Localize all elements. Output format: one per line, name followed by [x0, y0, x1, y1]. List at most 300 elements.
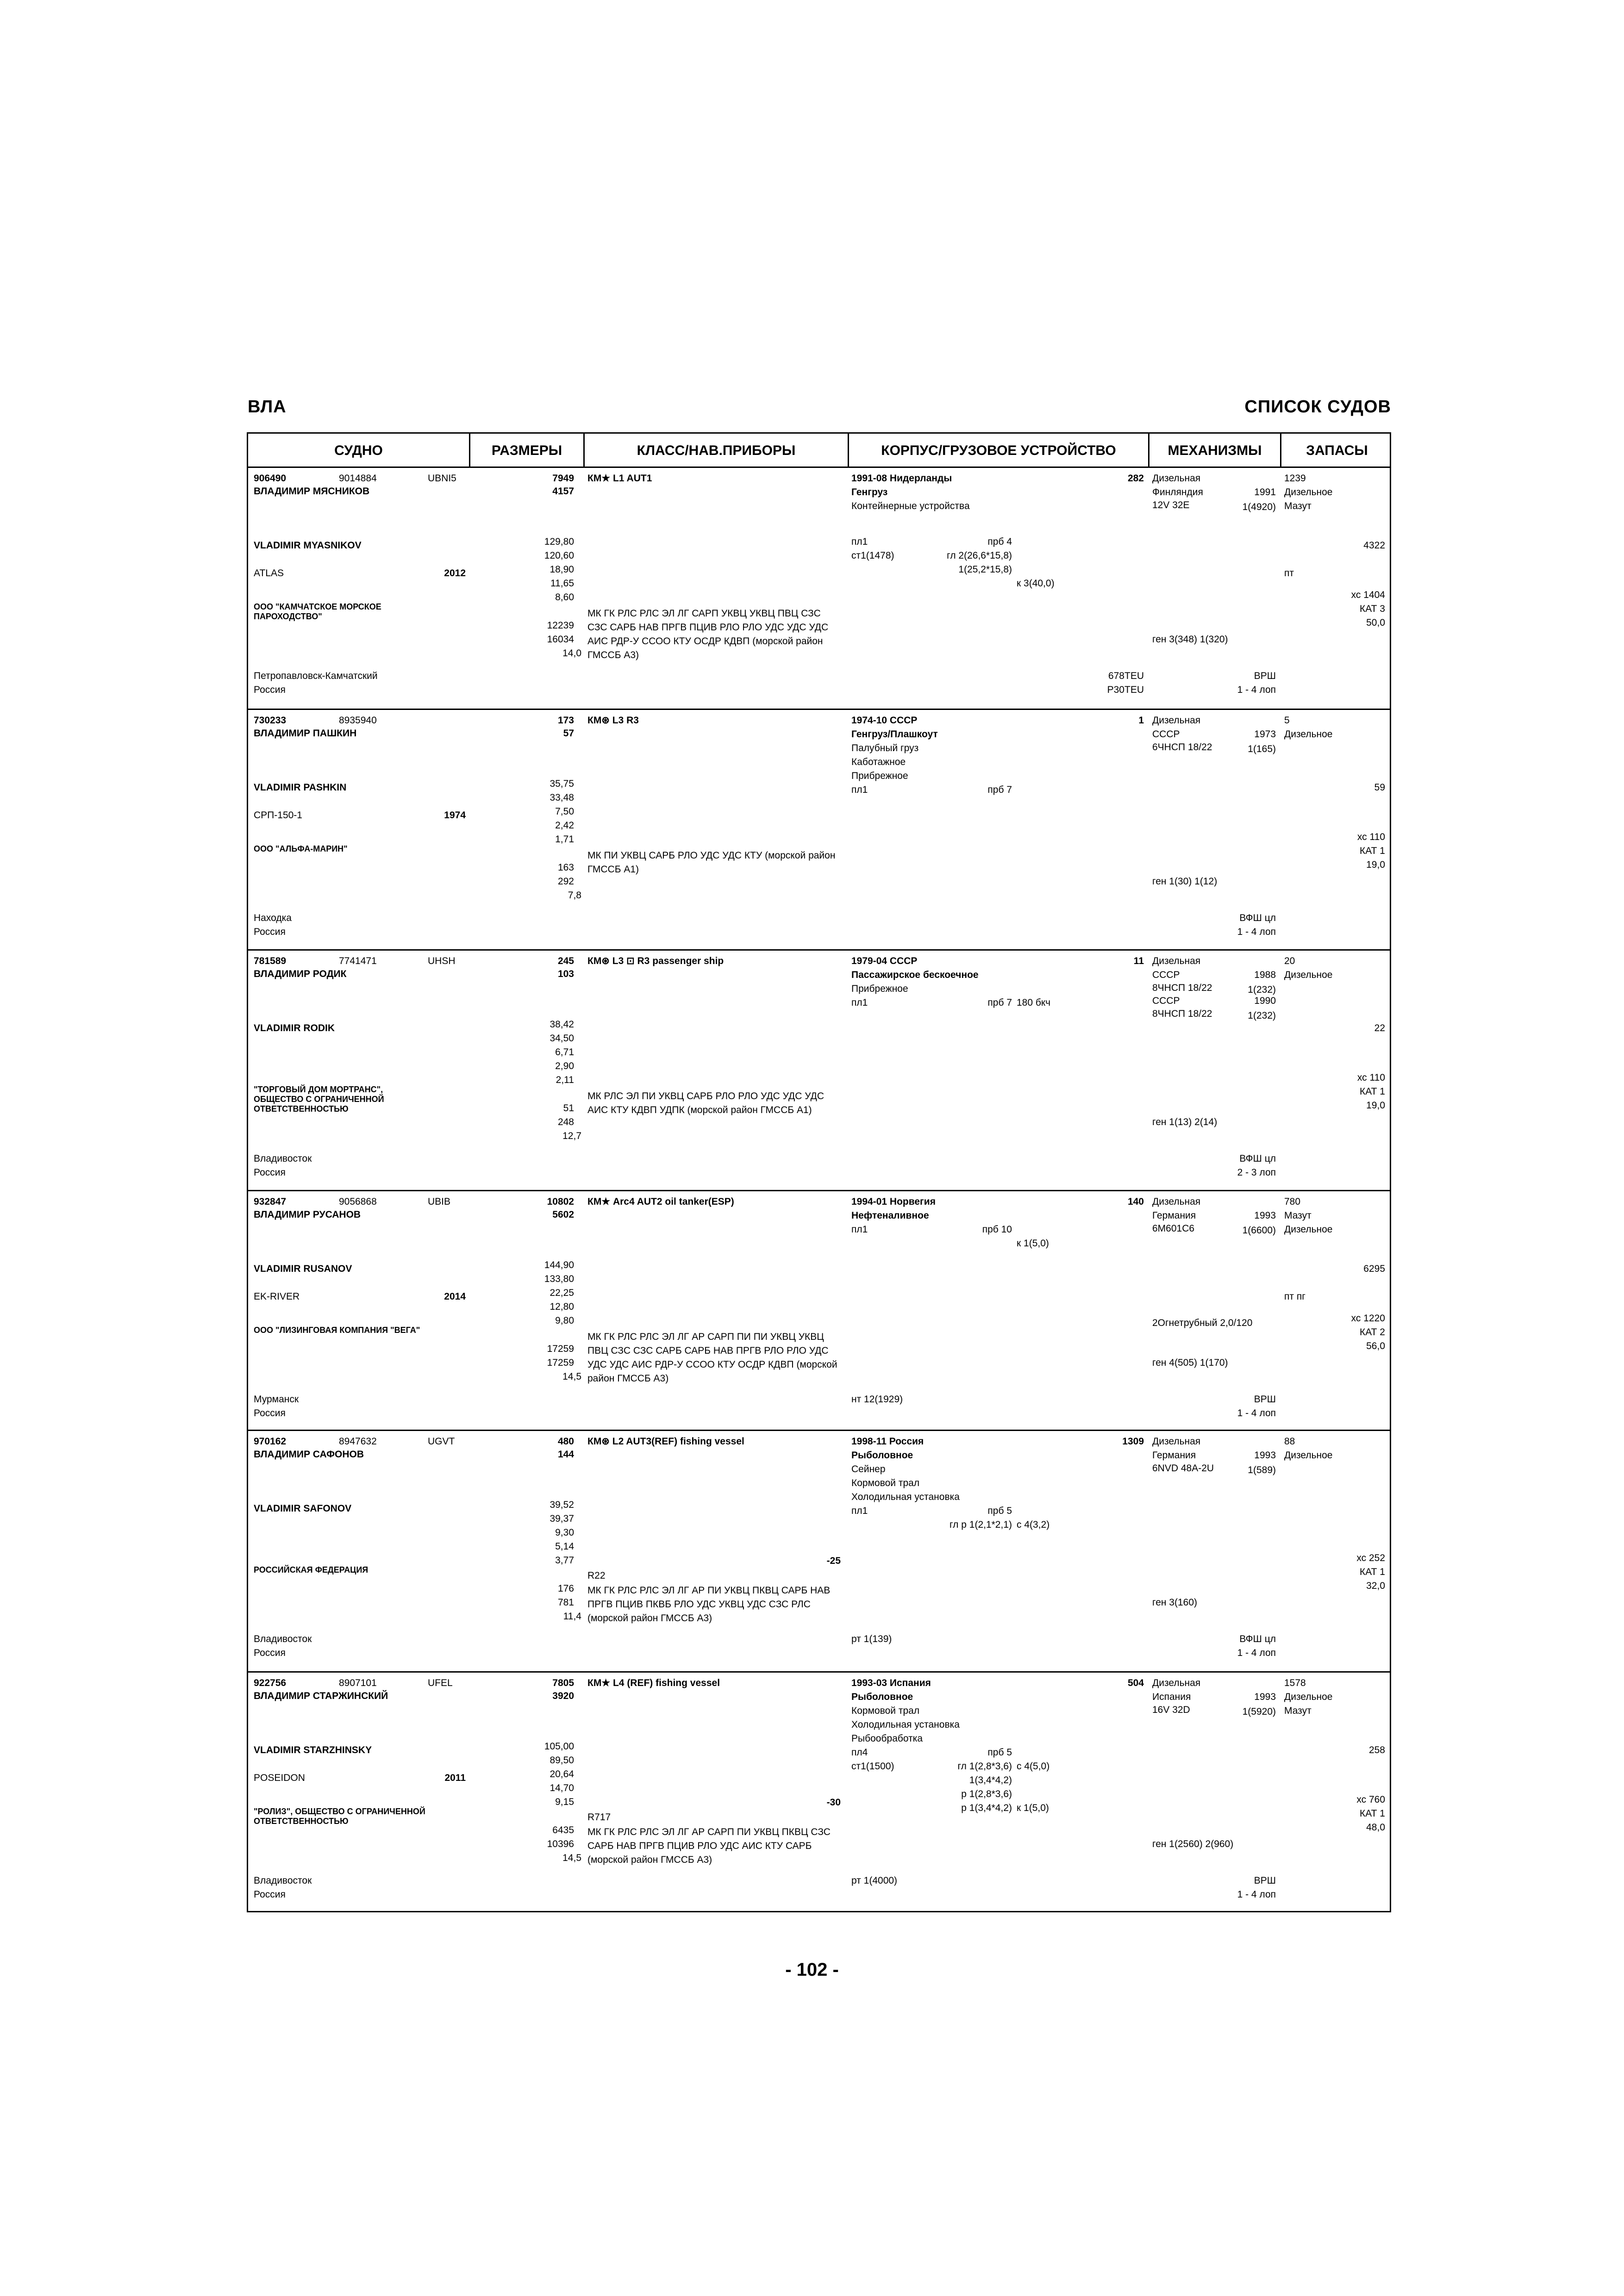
ship-record [248, 710, 1390, 951]
owner: ООО "ЛИЗИНГОВАЯ КОМПАНИЯ "ВЕГА" [254, 1325, 420, 1335]
dimension-value: 129,80 [544, 536, 574, 547]
supply-detail: хс 110 [1357, 1072, 1385, 1083]
cargo-hatch: р 1(2,8*3,6) [961, 1789, 1012, 1799]
col-header-ship: СУДНО [334, 443, 383, 458]
reg-number: 932847 [254, 1196, 287, 1207]
flag-country: Россия [254, 927, 286, 937]
container-capacity: P30TEU [1107, 684, 1144, 695]
supply-capacity: 59 [1374, 782, 1385, 793]
engine-origin: Германия [1152, 1450, 1196, 1461]
dimension-value: 34,50 [550, 1033, 574, 1044]
hull-feature: Палубный груз [851, 743, 919, 753]
owner: ООО "АЛЬФА-МАРИН" [254, 844, 348, 853]
cargo-gear: 180 бкч [1017, 997, 1051, 1008]
deck-count: 2 - 3 лоп [1237, 1167, 1276, 1178]
supply-value: Дизельное [1284, 487, 1333, 498]
dimension-value: 163 [557, 862, 574, 873]
supply-detail: 19,0 [1366, 1100, 1385, 1111]
call-sign: UGVT [428, 1436, 455, 1447]
supply-detail: КАТ 1 [1360, 846, 1385, 856]
engine-type: Дизельная [1152, 473, 1201, 484]
dimension-value: 781 [557, 1597, 574, 1608]
deck-count: 1 - 4 лоп [1237, 1648, 1276, 1658]
owner: РОССИЙСКАЯ ФЕДЕРАЦИЯ [254, 1565, 369, 1574]
cargo-hatch: гл 1(2,8*3,6) [957, 1761, 1012, 1772]
class-notation: КМ★ Arc4 AUT2 oil tanker(ESP) [587, 1196, 734, 1207]
ship-name-en: VLADIMIR MYASNIKOV [254, 540, 362, 551]
cargo-hatch: прб 7 [987, 784, 1012, 795]
call-sign: UBIB [428, 1196, 451, 1207]
owner: "ТОРГОВЫЙ ДОМ МОРТРАНС", ОБЩЕСТВО С ОГРАНИЧЕННОЙ ОТВЕТСТВЕННОСТЬЮ [254, 1085, 384, 1114]
supply-value: Дизельное [1284, 729, 1333, 740]
hull-feature: Рыбообработка [851, 1733, 923, 1744]
engine-spec: 1(4920) [1242, 502, 1276, 512]
hull-type: Генгруз [851, 487, 888, 498]
dimension-value: 12,80 [550, 1301, 574, 1312]
dimension-value: 38,42 [550, 1019, 574, 1030]
supply-value: 1239 [1284, 473, 1306, 484]
hull-feature: Прибрежное [851, 771, 908, 781]
build-date-country: 1994-01 Норвегия [851, 1196, 936, 1207]
cargo-hatch: гл 2(26,6*15,8) [947, 550, 1012, 561]
dimension-value: 16034 [547, 634, 574, 645]
class-notation: КМ★ L1 AUT1 [587, 473, 652, 484]
fuel-type: пт пг [1284, 1291, 1305, 1302]
supply-detail: КАТ 3 [1360, 604, 1385, 614]
dimension-value: 480 [557, 1436, 574, 1447]
nav-equipment: МК ПИ УКВЦ САРБ РЛО УДС УДС КТУ (морской район ГМССБ А1) [587, 850, 836, 875]
engine-origin: 6M601C6 [1152, 1223, 1195, 1234]
engine-origin: СССР [1152, 729, 1180, 740]
build-date-country: 1998-11 Россия [851, 1436, 924, 1447]
engine-type: Дизельная [1152, 956, 1201, 966]
supply-capacity: 22 [1374, 1023, 1385, 1033]
dimension-value: 248 [557, 1117, 574, 1127]
dimension-value: 89,50 [550, 1755, 574, 1766]
supply-value: 20 [1284, 956, 1295, 966]
dimension-value: 9,30 [555, 1527, 574, 1538]
supply-value: Дизельное [1284, 1692, 1333, 1702]
supply-detail: 56,0 [1366, 1341, 1385, 1351]
dimension-value: 6435 [552, 1825, 574, 1836]
cargo-hatch: 1(3,4*4,2) [969, 1775, 1012, 1786]
dimension-value: 103 [557, 969, 574, 979]
dimension-value: 11,65 [550, 578, 574, 589]
supply-detail: КАТ 1 [1360, 1567, 1385, 1577]
generators: ген 3(348) 1(320) [1152, 634, 1228, 645]
generators: ген 1(2560) 2(960) [1152, 1839, 1234, 1849]
former-name: СРП-150-1 [254, 810, 302, 821]
nav-equipment: МК ГК РЛС РЛС ЭЛ ЛГ САРП УКВЦ УКВЦ ПВЦ СЗС СЗС САРБ НАВ ПРГВ ПЦИВ РЛО РЛО УДС УДС УДС АИС РДР-У ССОО КТУ ОСДР КДВП (морской район ГМССБ А3) [587, 608, 829, 660]
hull-feature: Контейнерные устройства [851, 501, 970, 511]
engine-spec: 1(589) [1248, 1465, 1276, 1475]
hull-type: Рыболовное [851, 1450, 913, 1461]
dimension-value: 5602 [552, 1209, 574, 1220]
class-notation: КМ⊛ L3 R3 [587, 715, 639, 726]
col-header-machinery: МЕХАНИЗМЫ [1168, 443, 1262, 458]
hull-type: Нефтеналивное [851, 1210, 929, 1221]
generators: ген 3(160) [1152, 1597, 1198, 1608]
propeller: ВФШ цл [1239, 913, 1276, 923]
build-date-country: 1993-03 Испания [851, 1678, 931, 1688]
generators: ген 4(505) 1(170) [1152, 1357, 1228, 1368]
cargo-deck: ст1(1478) [851, 550, 894, 561]
hull-bottom: нт 12(1929) [851, 1394, 903, 1405]
hull-type: Пассажирское бескоечное [851, 970, 979, 980]
supply-value: Мазут [1284, 501, 1312, 511]
cargo-gear: к 1(5,0) [1017, 1238, 1049, 1249]
ship-record [248, 1191, 1390, 1431]
engine-spec: 1993 [1254, 1692, 1276, 1702]
former-year: 2011 [444, 1773, 466, 1783]
dimension-value: 10396 [547, 1839, 574, 1849]
engine-origin: СССР [1152, 970, 1180, 980]
generators: ген 1(13) 2(14) [1152, 1117, 1218, 1127]
home-port: Владивосток [254, 1875, 312, 1886]
cargo-hatch: прб 5 [987, 1747, 1012, 1758]
supply-detail: 50,0 [1366, 617, 1385, 628]
dimension-value: 3920 [552, 1691, 574, 1701]
dimension-value: 39,37 [550, 1513, 574, 1524]
dimension-value: 292 [557, 876, 574, 887]
engine-origin: Германия [1152, 1210, 1196, 1221]
supply-detail: КАТ 2 [1360, 1327, 1385, 1338]
draft-value: 7,8 [568, 890, 581, 901]
dimension-value: 12239 [547, 620, 574, 631]
dimension-value: 20,64 [550, 1769, 574, 1780]
ship-name-ru: ВЛАДИМИР СТАРЖИНСКИЙ [254, 1691, 388, 1701]
hull-feature: Сейнер [851, 1464, 886, 1475]
home-port: Петропавловск-Камчатский [254, 671, 378, 681]
engine-spec: 1(232) [1248, 1010, 1276, 1021]
propeller: ВРШ [1254, 1394, 1276, 1405]
engine-spec: 1988 [1254, 970, 1276, 980]
engine-type: Дизельная [1152, 715, 1201, 726]
owner: ООО "КАМЧАТСКОЕ МОРСКОЕ ПАРОХОДСТВО" [254, 602, 381, 621]
dimension-value: 2,11 [556, 1075, 574, 1085]
reg-number: 781589 [254, 956, 287, 966]
generators: ген 1(30) 1(12) [1152, 876, 1218, 887]
reg-number: 730233 [254, 715, 287, 726]
hull-bottom: рт 1(139) [851, 1634, 892, 1644]
dimension-value: 22,25 [550, 1288, 574, 1298]
engine-origin: СССР [1152, 996, 1180, 1006]
class-notation: КМ⊛ L2 AUT3(REF) fishing vessel [587, 1436, 744, 1447]
draft-value: 12,7 [562, 1131, 581, 1141]
supply-value: 1578 [1284, 1678, 1306, 1688]
crew-count: 504 [1127, 1678, 1144, 1688]
former-year: 2012 [444, 568, 466, 579]
supply-value: Дизельное [1284, 1450, 1333, 1461]
propeller: ВРШ [1254, 671, 1276, 681]
propeller: ВРШ [1254, 1875, 1276, 1886]
supply-value: Мазут [1284, 1705, 1312, 1716]
hull-feature: Каботажное [851, 757, 906, 767]
hull-feature: Холодильная установка [851, 1719, 960, 1730]
reg-number: 922756 [254, 1678, 287, 1688]
cargo-hatch: р 1(3,4*4,2) [961, 1803, 1012, 1813]
flag-country: Россия [254, 1408, 286, 1419]
crew-count: 282 [1127, 473, 1144, 484]
ice-temperature: -30 [826, 1797, 841, 1808]
dimension-value: 33,48 [550, 792, 574, 803]
ice-temperature: -25 [826, 1556, 841, 1566]
container-capacity: 678TEU [1108, 671, 1144, 681]
ship-name-ru: ВЛАДИМИР РУСАНОВ [254, 1209, 361, 1220]
ship-name-en: VLADIMIR STARZHINSKY [254, 1745, 372, 1755]
ship-name-en: VLADIMIR RUSANOV [254, 1263, 352, 1274]
engine-spec: 1973 [1254, 729, 1276, 740]
ship-name-ru: ВЛАДИМИР САФОНОВ [254, 1449, 364, 1460]
crew-count: 11 [1133, 956, 1144, 966]
propeller: ВФШ цл [1239, 1153, 1276, 1164]
dimension-value: 7805 [552, 1678, 574, 1688]
supply-value: Дизельное [1284, 970, 1333, 980]
supply-value: 88 [1284, 1436, 1295, 1447]
cargo-gear: с 4(5,0) [1017, 1761, 1050, 1772]
hull-type: Генгруз/Плашкоут [851, 729, 938, 740]
supply-detail: хс 252 [1356, 1553, 1385, 1563]
engine-type: Дизельная [1152, 1436, 1201, 1447]
fuel-type: пт [1284, 568, 1294, 579]
supply-detail: КАТ 1 [1360, 1086, 1385, 1097]
dimension-value: 7949 [552, 473, 574, 484]
nav-equipment: МК ГК РЛС РЛС ЭЛ ЛГ АР САРП ПИ ПИ УКВЦ УКВЦ ПВЦ СЗС СЗС САРБ САРБ НАВ ПРГВ РЛО РЛО УДС УДС УДС АИС РДР-У ССОО КТУ ОСДР КДВП (морской район ГМССБ А3) [587, 1332, 837, 1384]
dimension-value: 3,77 [555, 1555, 574, 1566]
cargo-deck: пл1 [851, 784, 868, 795]
engine-spec: 1993 [1254, 1210, 1276, 1221]
dimension-value: 9,80 [555, 1315, 574, 1326]
dimension-value: 6,71 [555, 1047, 574, 1058]
flag-country: Россия [254, 1889, 286, 1900]
ship-record [248, 1673, 1390, 1914]
engine-origin: 16V 32D [1152, 1705, 1190, 1715]
supply-capacity: 258 [1368, 1745, 1385, 1755]
header-right: СПИСОК СУДОВ [1244, 397, 1391, 417]
supply-detail: КАТ 1 [1360, 1808, 1385, 1819]
build-date-country: 1979-04 СССР [851, 956, 918, 966]
flag-country: Россия [254, 684, 286, 695]
dimension-value: 5,14 [555, 1541, 574, 1552]
engine-type: Дизельная [1152, 1196, 1201, 1207]
ship-name-ru: ВЛАДИМИР ПАШКИН [254, 728, 357, 739]
cargo-hatch: прб 7 [987, 997, 1012, 1008]
header-left: ВЛА [248, 397, 287, 417]
page-number: - 102 - [785, 1960, 839, 1980]
engine-origin: 12V 32E [1152, 500, 1190, 510]
dimension-value: 245 [557, 956, 574, 966]
draft-value: 11,4 [563, 1611, 581, 1622]
deck-count: 1 - 4 лоп [1237, 1408, 1276, 1419]
supply-detail: хс 110 [1357, 832, 1385, 842]
deck-count: 1 - 4 лоп [1237, 1889, 1276, 1900]
cargo-hatch: прб 10 [982, 1224, 1012, 1235]
nav-equipment: МК ГК РЛС РЛС ЭЛ ЛГ АР САРП ПИ УКВЦ ПКВЦ СЗС САРБ НАВ ПРГВ ПЦИВ РЛО УДС АИС КТУ САРБ (морской район ГМССБ А3) [587, 1827, 831, 1865]
col-header-dimensions: РАЗМЕРЫ [491, 443, 562, 458]
ship-table [247, 432, 1391, 1912]
former-name: EK-RIVER [254, 1291, 300, 1302]
home-port: Владивосток [254, 1153, 312, 1164]
build-date-country: 1974-10 СССР [851, 715, 918, 726]
ship-name-en: VLADIMIR SAFONOV [254, 1503, 352, 1514]
dimension-value: 9,15 [555, 1797, 574, 1807]
dimension-value: 173 [557, 715, 574, 726]
draft-value: 14,5 [562, 1371, 581, 1382]
cargo-gear: к 3(40,0) [1017, 578, 1055, 589]
ship-name-en: VLADIMIR PASHKIN [254, 782, 347, 793]
col-header-supplies: ЗАПАСЫ [1306, 443, 1368, 458]
cargo-hatch: гл р 1(2,1*2,1) [949, 1519, 1012, 1530]
dimension-value: 8,60 [555, 592, 574, 603]
imo-number: 9014884 [339, 473, 377, 484]
supply-capacity: 6295 [1363, 1263, 1385, 1274]
build-date-country: 1991-08 Нидерланды [851, 473, 952, 484]
hull-bottom: рт 1(4000) [851, 1875, 898, 1886]
dimension-value: 18,90 [550, 564, 574, 575]
cargo-deck: пл1 [851, 536, 868, 547]
crew-count: 1 [1138, 715, 1144, 726]
crew-count: 1309 [1122, 1436, 1144, 1447]
draft-value: 14,0 [562, 648, 581, 659]
engine-origin: Финляндия [1152, 487, 1203, 498]
imo-number: 8947632 [339, 1436, 377, 1447]
engine-spec: 1(5920) [1242, 1706, 1276, 1717]
ship-record [248, 1431, 1390, 1673]
supply-capacity: 4322 [1363, 540, 1385, 551]
home-port: Мурманск [254, 1394, 299, 1405]
ship-record [248, 951, 1390, 1191]
former-year: 2014 [444, 1291, 466, 1302]
call-sign: UFEL [428, 1678, 453, 1688]
call-sign: UBNI5 [428, 473, 456, 484]
nav-equipment: МК РЛС ЭЛ ПИ УКВЦ САРБ РЛО РЛО УДС УДС УДС АИС КТУ КДВП УДПК (морской район ГМССБ А1) [587, 1091, 824, 1115]
imo-number: 9056868 [339, 1196, 377, 1207]
cargo-hatch: прб 5 [987, 1506, 1012, 1516]
cargo-deck: пл1 [851, 1506, 868, 1516]
propeller: ВФШ цл [1239, 1634, 1276, 1644]
reg-number: 906490 [254, 473, 287, 484]
supply-detail: 19,0 [1366, 859, 1385, 870]
class-notation: КМ★ L4 (REF) fishing vessel [587, 1678, 720, 1688]
flag-country: Россия [254, 1648, 286, 1658]
dimension-value: 176 [557, 1583, 574, 1594]
home-port: Владивосток [254, 1634, 312, 1644]
supply-detail: хс 1404 [1351, 590, 1385, 600]
engine-spec: 1(232) [1248, 984, 1276, 995]
home-port: Находка [254, 913, 292, 923]
supply-value: 5 [1284, 715, 1290, 726]
col-header-hull: КОРПУС/ГРУЗОВОЕ УСТРОЙСТВО [881, 443, 1116, 458]
dimension-value: 144 [557, 1449, 574, 1460]
engine-origin: 8ЧНСП 18/22 [1152, 1008, 1212, 1019]
owner: "РОЛИЗ", ОБЩЕСТВО С ОГРАНИЧЕННОЙ ОТВЕТСТВЕННОСТЬЮ [254, 1807, 425, 1826]
hull-feature: Кормовой трал [851, 1478, 920, 1488]
cargo-deck: ст1(1500) [851, 1761, 894, 1772]
supply-detail: 32,0 [1366, 1580, 1385, 1591]
engine-spec: 1991 [1254, 487, 1276, 498]
nav-equipment: МК ГК РЛС РЛС ЭЛ ЛГ АР ПИ УКВЦ ПКВЦ САРБ НАВ ПРГВ ПЦИВ ПКВБ РЛО УДС УКВЦ УДС СЗС РЛС (морской район ГМССБ А3) [587, 1585, 831, 1624]
dimension-value: 39,52 [550, 1500, 574, 1510]
supply-value: Дизельное [1284, 1224, 1333, 1235]
dimension-value: 51 [563, 1103, 574, 1114]
supply-detail: 48,0 [1366, 1822, 1385, 1833]
hull-feature: Холодильная установка [851, 1492, 960, 1502]
dimension-value: 17259 [547, 1344, 574, 1354]
imo-number: 7741471 [339, 956, 377, 966]
former-year: 1974 [444, 810, 466, 821]
former-name: POSEIDON [254, 1773, 305, 1783]
engine-spec: 1(165) [1248, 744, 1276, 754]
hull-feature: Кормовой трал [851, 1705, 920, 1716]
cargo-hatch: 1(25,2*15,8) [958, 564, 1012, 575]
boiler: 2Огнетрубный 2,0/120 [1152, 1318, 1253, 1328]
class-notation: КМ⊛ L3 ⊡ R3 passenger ship [587, 956, 724, 966]
supply-value: Мазут [1284, 1210, 1312, 1221]
deck-count: 1 - 4 лоп [1237, 927, 1276, 937]
cargo-gear: с 4(3,2) [1017, 1519, 1050, 1530]
dimension-value: 10802 [547, 1196, 574, 1207]
supply-detail: хс 760 [1356, 1794, 1385, 1805]
former-name: ATLAS [254, 568, 284, 579]
reg-number: 970162 [254, 1436, 287, 1447]
engine-spec: 1993 [1254, 1450, 1276, 1461]
cargo-hatch: прб 4 [987, 536, 1012, 547]
cargo-deck: пл1 [851, 997, 868, 1008]
supply-detail: хс 1220 [1351, 1313, 1385, 1324]
flag-country: Россия [254, 1167, 286, 1178]
cargo-gear: к 1(5,0) [1017, 1803, 1049, 1813]
dimension-value: 105,00 [544, 1741, 574, 1752]
dimension-value: 120,60 [544, 550, 574, 561]
engine-type: Дизельная [1152, 1678, 1201, 1688]
deck-count: 1 - 4 лоп [1237, 684, 1276, 695]
ship-name-en: VLADIMIR RODIK [254, 1023, 335, 1033]
dimension-value: 35,75 [550, 778, 574, 789]
supply-value: 780 [1284, 1196, 1301, 1207]
col-header-class: КЛАСС/НАВ.ПРИБОРЫ [637, 443, 796, 458]
crew-count: 140 [1127, 1196, 1144, 1207]
dimension-value: 144,90 [544, 1260, 574, 1270]
engine-spec: 1990 [1254, 996, 1276, 1006]
hull-type: Рыболовное [851, 1692, 913, 1702]
hull-feature: Прибрежное [851, 983, 908, 994]
engine-origin: 6ЧНСП 18/22 [1152, 742, 1212, 753]
column-header-row [248, 434, 1390, 468]
dimension-value: 7,50 [555, 806, 574, 817]
dimension-value: 133,80 [544, 1274, 574, 1284]
dimension-value: 2,42 [555, 820, 574, 831]
ship-name-ru: ВЛАДИМИР РОДИК [254, 969, 347, 979]
imo-number: 8935940 [339, 715, 377, 726]
ship-record [248, 468, 1390, 710]
call-sign: UHSH [428, 956, 456, 966]
refrigerant: R717 [587, 1812, 611, 1823]
ship-name-ru: ВЛАДИМИР МЯСНИКОВ [254, 486, 370, 497]
engine-spec: 1(6600) [1242, 1225, 1276, 1236]
cargo-deck: пл4 [851, 1747, 868, 1758]
engine-origin: 6NVD 48A-2U [1152, 1463, 1214, 1474]
dimension-value: 57 [563, 728, 574, 739]
dimension-value: 14,70 [550, 1783, 574, 1793]
imo-number: 8907101 [339, 1678, 377, 1688]
engine-origin: Испания [1152, 1692, 1191, 1702]
dimension-value: 4157 [552, 486, 574, 497]
draft-value: 14,5 [562, 1853, 581, 1863]
engine-origin: 8ЧНСП 18/22 [1152, 983, 1212, 993]
dimension-value: 2,90 [555, 1061, 574, 1071]
cargo-deck: пл1 [851, 1224, 868, 1235]
dimension-value: 1,71 [555, 834, 574, 845]
